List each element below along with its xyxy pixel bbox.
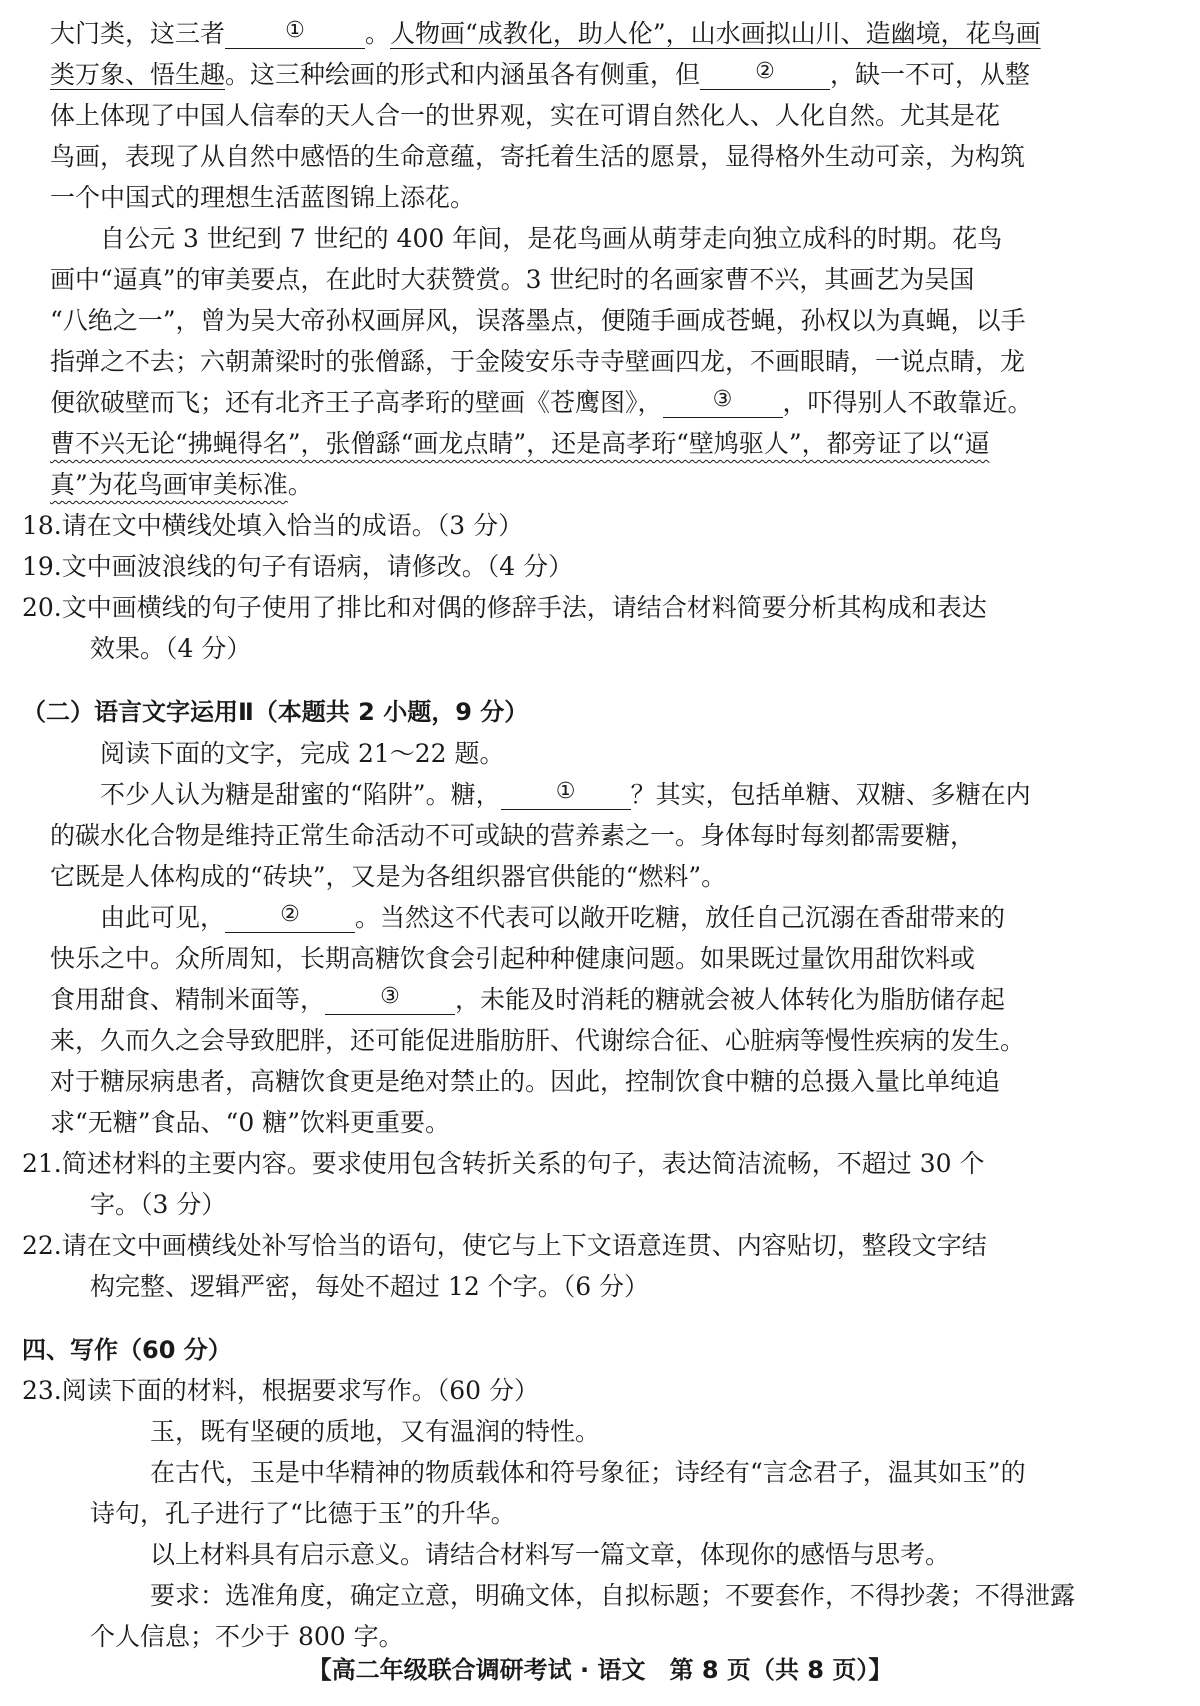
wavy-text: 曹不兴无论“拂蝇得名”，张僧繇“画龙点睛”，还是高孝珩“壁鸠驱人”，都旁证了以“逼: [50, 429, 990, 458]
passage-line: 求“无糖”食品、“0 糖”饮料更重要。: [50, 1108, 450, 1137]
blank-1: ①: [501, 775, 631, 810]
passage-line: 指弹之不去；六朝萧梁时的张僧繇，于金陵安乐寺寺壁画四龙，不画眼睛，一说点睛，龙: [50, 347, 1026, 376]
section-4-heading: 四、写作（60 分）: [22, 1336, 232, 1364]
text: ，缺一不可，从整: [830, 60, 1031, 89]
material-line: 诗句，孔子进行了“比德于玉”的升华。: [90, 1499, 516, 1528]
passage-line: 体上体现了中国人信奉的天人合一的世界观，实在可谓自然化人、人化自然。尤其是花: [50, 101, 1001, 130]
underlined-sentence: 类万象、悟生趣: [50, 60, 226, 89]
text: 。当然这不代表可以敞开吃糖，放任自己沉溺在香甜带来的: [355, 903, 1006, 932]
passage-line: [50, 383, 1150, 423]
passage-line: [50, 55, 1150, 95]
text: 。: [365, 19, 391, 48]
text: ，吓得别人不敢靠近。: [782, 388, 1033, 417]
passage-line: 自公元 3 世纪到 7 世纪的 400 年间，是花鸟画从萌芽走向独立成科的时期。花鸟: [100, 224, 1003, 253]
passage-line: 的碳水化合物是维持正常生命活动不可或缺的营养素之一。身体每时每刻都需要糖，: [50, 821, 976, 850]
material-line: 以上材料具有启示意义。请结合材料写一篇文章，体现你的感悟与思考。: [150, 1540, 951, 1569]
text: 不少人认为糖是甜蜜的“陷阱”。糖，: [100, 780, 501, 809]
question-18: 18.请在文中横线处填入恰当的成语。（3 分）: [22, 511, 524, 540]
passage-line: 一个中国式的理想生活蓝图锦上添花。: [50, 183, 476, 212]
underlined-sentence: 人物画“成教化，助人伦”，山水画拟山川、造幽境，花鸟画: [390, 19, 1041, 48]
question-21-cont: 字。（3 分）: [90, 1190, 227, 1219]
page-footer: 【高二年级联合调研考试 · 语文 第 8 页（共 8 页）】: [307, 1656, 893, 1684]
passage-line: 快乐之中。众所周知，长期高糖饮食会引起种种健康问题。如果既过量饮用甜饮料或: [50, 944, 976, 973]
section-2-heading: （二）语言文字运用Ⅱ（本题共 2 小题，9 分）: [22, 698, 529, 726]
material-line: 在古代，玉是中华精神的物质载体和符号象征；诗经有“言念君子，温其如玉”的: [150, 1458, 1026, 1487]
requirements-line: 要求：选准角度，确定立意，明确文体，自拟标题；不要套作，不得抄袭；不得泄露: [150, 1581, 1076, 1610]
instruction: 阅读下面的文字，完成 21～22 题。: [100, 739, 505, 768]
question-20-cont: 效果。（4 分）: [90, 634, 252, 663]
question-19: 19.文中画波浪线的句子有语病，请修改。（4 分）: [22, 552, 574, 581]
passage-line: 画中“逼真”的审美要点，在此时大获赞赏。3 世纪时的名画家曹不兴，其画艺为吴国: [50, 265, 975, 294]
requirements-line: 个人信息；不少于 800 字。: [90, 1622, 404, 1651]
passage-line: 来，久而久之会导致肥胖，还可能促进脂肪肝、代谢综合征、心脏病等慢性疾病的发生。: [50, 1026, 1026, 1055]
text: 。这三种绘画的形式和内涵虽各有侧重，但: [225, 60, 701, 89]
passage-line: 对于糖尿病患者，高糖饮食更是绝对禁止的。因此，控制饮食中糖的总摄入量比单纯追: [50, 1067, 1001, 1096]
passage-line: [100, 775, 1150, 815]
wavy-sentence: [50, 465, 1150, 505]
wavy-sentence: [50, 424, 1150, 464]
wavy-text: 真”为花鸟画审美标准: [50, 470, 288, 499]
passage-line: 它既是人体构成的“砖块”，又是为各组织器官供能的“燃料”。: [50, 862, 727, 891]
text: ，未能及时消耗的糖就会被人体转化为脂肪储存起: [455, 985, 1006, 1014]
passage-line: [50, 14, 1150, 54]
passage-line: 鸟画，表现了从自然中感悟的生命意蕴，寄托着生活的愿景，显得格外生动可亲，为构筑: [50, 142, 1026, 171]
text: 由此可见，: [100, 903, 226, 932]
question-21: 21.简述材料的主要内容。要求使用包含转折关系的句子，表达简洁流畅，不超过 30 个: [22, 1149, 985, 1178]
text: 。: [287, 470, 313, 499]
blank-2: ②: [225, 898, 355, 933]
blank-1: ①: [225, 14, 365, 49]
text: ？其实，包括单糖、双糖、多糖在内: [630, 780, 1031, 809]
blank-2: ②: [700, 55, 830, 90]
passage-line: “八绝之一”，曾为吴大帝孙权画屏风，误落墨点，便随手画成苍蝇，孙权以为真蝇，以手: [50, 306, 1026, 335]
question-23: 23.阅读下面的材料，根据要求写作。（60 分）: [22, 1376, 540, 1405]
blank-3: ③: [325, 980, 455, 1015]
question-22: 22.请在文中画横线处补写恰当的语句，使它与上下文语意连贯、内容贴切，整段文字结: [22, 1231, 987, 1260]
material-line: 玉，既有坚硬的质地，又有温润的特性。: [150, 1417, 601, 1446]
text: 大门类，这三者: [50, 19, 226, 48]
question-22-cont: 构完整、逻辑严密，每处不超过 12 个字。（6 分）: [90, 1272, 650, 1301]
blank-3: ③: [663, 383, 783, 418]
passage-line: [50, 980, 1150, 1020]
passage-line: [100, 898, 1150, 938]
question-20: 20.文中画横线的句子使用了排比和对偶的修辞手法，请结合材料简要分析其构成和表达: [22, 593, 987, 622]
text: 食用甜食、精制米面等，: [50, 985, 326, 1014]
text: 便欲破壁而飞；还有北齐王子高孝珩的壁画《苍鹰图》，: [50, 388, 663, 417]
